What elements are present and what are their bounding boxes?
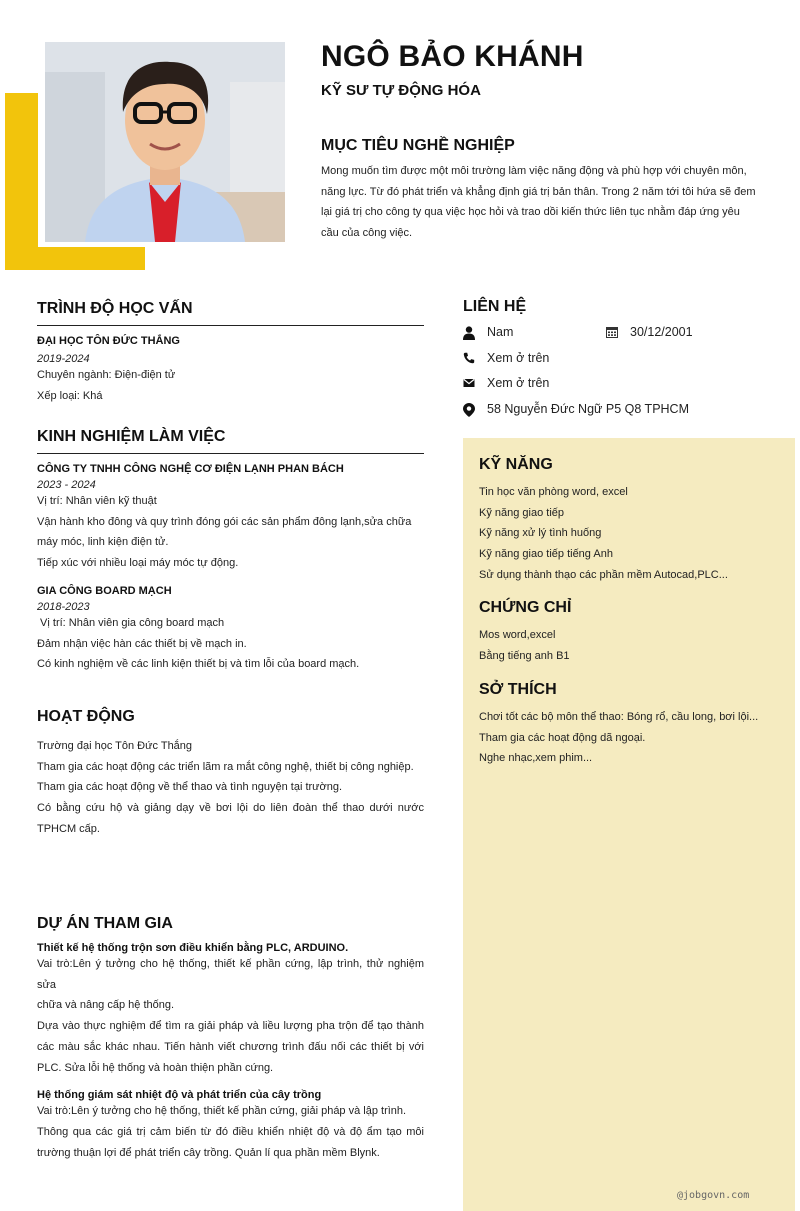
profile-photo [45, 42, 285, 242]
address-value: 58 Nguyễn Đức Ngữ P5 Q8 TPHCM [487, 402, 689, 416]
hobby-item: Nghe nhạc,xem phim... [479, 752, 593, 765]
project-line: Vai trò:Lên ý tưởng cho hệ thống, thiết kế phần cứng, lập trình, thử nghiệm sửa [37, 958, 424, 991]
certificates-heading: CHỨNG CHỈ [479, 599, 572, 616]
job-line: Vị trí: Nhân viên gia công board mạch [37, 616, 225, 629]
job-line: Vị trí: Nhân viên kỹ thuật [37, 495, 157, 507]
calendar-icon [606, 326, 618, 338]
job-line: Vận hành kho đông và quy trình đóng gói các sản phẩm đông lạnh,sửa chữa [37, 515, 412, 528]
location-pin-icon [463, 403, 475, 417]
yellow-accent-bar [5, 93, 38, 270]
email-icon [463, 377, 475, 389]
objective-line: Mong muốn tìm được một môi trường làm việc năng động và phù hợp với chuyên môn, [321, 165, 747, 177]
education-years: 2019-2024 [37, 353, 90, 365]
activity-line: Có bằng cứu hộ và giảng dạy về bơi lội do liên đoàn thể thao dưới nước [37, 802, 424, 815]
project-line: Vai trò:Lên ý tưởng cho hệ thống, thiết kế phần cứng, giải pháp và lập trình. [37, 1105, 407, 1118]
hobby-item: Chơi tốt các bộ môn thể thao: Bóng rổ, cầu long, bơi lội... [479, 711, 759, 723]
activity-line: Tham gia các hoạt động các triển lãm ra mắt công nghệ, thiết bị công nghiệp. [37, 760, 414, 773]
phone-value[interactable]: Xem ở trên [487, 351, 550, 365]
job-title: KỸ SƯ TỰ ĐỘNG HÓA [321, 82, 481, 99]
projects-heading: DỰ ÁN THAM GIA [37, 915, 173, 932]
certificate-item: Bằng tiếng anh B1 [479, 649, 570, 662]
education-section [37, 300, 424, 406]
job-line: Đảm nhận việc hàn các thiết bị về mạch in. [37, 637, 247, 650]
job-company: GIA CÔNG BOARD MẠCH [37, 584, 172, 597]
job-line: Có kinh nghiệm về các linh kiện thiết bị và tìm lỗi của board mạch. [37, 658, 360, 671]
skills-heading: KỸ NĂNG [479, 456, 553, 473]
contact-heading: LIÊN HỆ [463, 298, 527, 315]
project-line: trường thuận lợi để phát triển cây trồng. Quản lí qua phần mềm Blynk. [37, 1146, 380, 1159]
yellow-accent-base [5, 247, 145, 270]
certificates-section [479, 599, 779, 666]
phone-icon [463, 352, 475, 364]
project-title: Thiết kế hệ thống trộn sơn điều khiển bằng PLC, ARDUINO. [37, 942, 349, 954]
birthday-value: 30/12/2001 [630, 325, 693, 339]
experience-heading: KINH NGHIỆM LÀM VIỆC [37, 428, 424, 454]
gender-value: Nam [487, 325, 514, 339]
person-icon [463, 326, 475, 340]
hobby-item: Tham gia các hoạt động dã ngoại. [479, 731, 646, 744]
watermark: @jobgovn.com [677, 1190, 750, 1201]
objective-line: lại giá trị cho công ty qua việc học hỏi và trao dồi kiến thức liên tục nhằm đáp ứng yêu [321, 206, 740, 219]
job-line: máy móc, linh kiện điện tử. [37, 536, 169, 549]
project-line: Dựa vào thực nghiệm để tìm ra giải pháp và liều lượng pha trộn để tạo thành [37, 1020, 424, 1033]
portrait-illustration [45, 42, 285, 242]
activity-line: Tham gia các hoạt động về thể thao và tình nguyện tại trường. [37, 781, 343, 794]
activities-section [37, 708, 424, 840]
activities-heading: HOẠT ĐỘNG [37, 708, 135, 725]
objective-text [321, 161, 761, 244]
hobbies-section [479, 681, 779, 769]
project-line: PLC. Sửa lỗi hệ thống và hoàn thiện phần cứng. [37, 1061, 274, 1074]
skill-item: Tin học văn phòng word, excel [479, 486, 628, 498]
activity-line: Trường đại học Tôn Đức Thắng [37, 740, 193, 752]
job-years: 2018-2023 [37, 600, 90, 613]
school-name: ĐẠI HỌC TÔN ĐỨC THẮNG [37, 335, 180, 347]
skill-item: Sử dụng thành thạo các phần mềm Autocad,PLC... [479, 568, 728, 581]
skill-item: Kỹ năng xử lý tình huống [479, 527, 602, 540]
objective-line: năng lực. Từ đó phát triển và khẳng định giá trị bản thân. Trong 2 năm tới tôi hứa sẽ đem [321, 185, 756, 198]
objective-line: cầu của công việc. [321, 227, 413, 240]
project-line: chữa và nâng cấp hệ thống. [37, 999, 175, 1012]
job-company: CÔNG TY TNHH CÔNG NGHỆ CƠ ĐIỆN LẠNH PHAN BÁCH [37, 463, 344, 475]
job-line: Tiếp xúc với nhiều loại máy móc tự động. [37, 557, 239, 570]
project-line: Thông qua các giá trị cảm biến từ đó điều khiển nhiệt độ và độ ẩm tạo môi [37, 1125, 424, 1138]
certificate-item: Mos word,excel [479, 629, 556, 641]
projects-section [37, 915, 424, 1163]
hobbies-heading: SỞ THÍCH [479, 681, 557, 698]
education-heading: TRÌNH ĐỘ HỌC VẤN [37, 300, 424, 326]
job-years: 2023 - 2024 [37, 479, 96, 491]
activity-line: TPHCM cấp. [37, 822, 100, 835]
skill-item: Kỹ năng giao tiếp [479, 506, 565, 519]
education-major: Chuyên ngành: Điện-điện tử [37, 369, 176, 381]
skill-item: Kỹ năng giao tiếp tiếng Anh [479, 548, 613, 561]
experience-section [37, 428, 424, 675]
objective-heading: MỤC TIÊU NGHỀ NGHIỆP [321, 137, 515, 154]
project-line: các màu sắc khác nhau. Tiến hành viết chương trình đấu nối các thiết bị với [37, 1040, 424, 1053]
project-title: Hệ thống giám sát nhiệt độ và phát triển của cây trồng [37, 1089, 322, 1102]
skills-section [479, 456, 779, 586]
candidate-name: NGÔ BẢO KHÁNH [321, 40, 584, 73]
email-value[interactable]: Xem ở trên [487, 376, 550, 390]
education-rank: Xếp loại: Khá [37, 389, 103, 402]
